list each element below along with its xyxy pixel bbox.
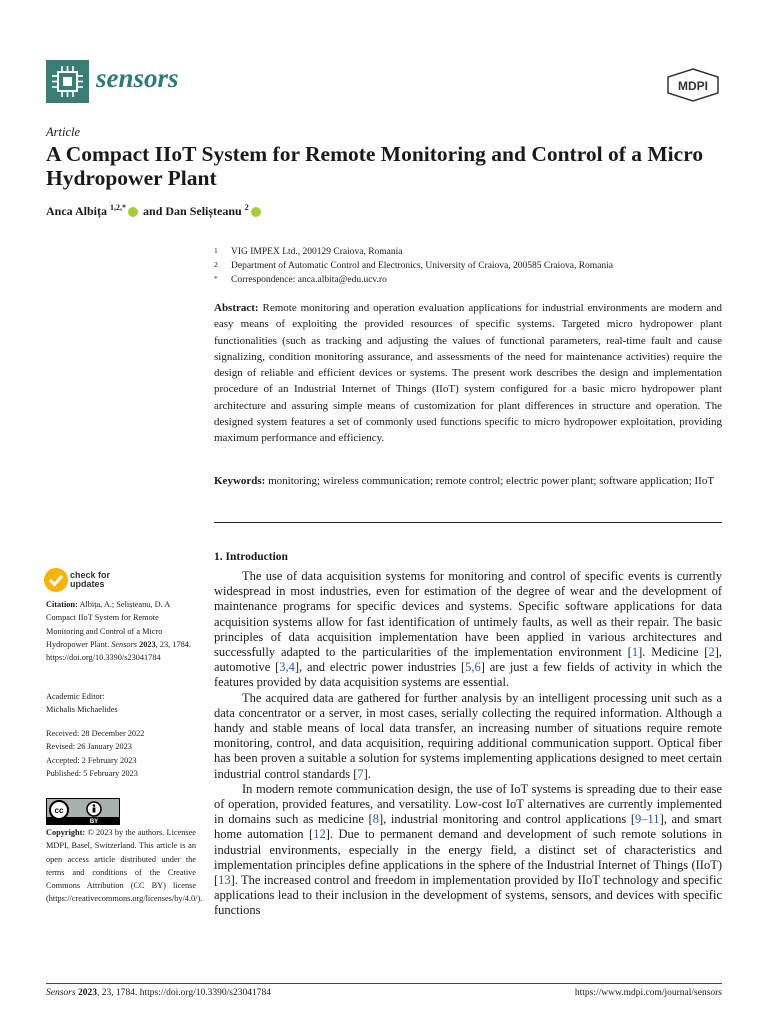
citation-label: Citation: [46,600,78,609]
copyright-text: © 2023 by the authors. Licensee MDPI, Basel, Switzerland. This article is an open access article distributed under the terms and conditions of the Creative Commons Attribution (CC BY) license (https://creativecommons.org/licenses/by/4.0/). [46,828,203,904]
orcid-icon[interactable] [251,207,261,217]
editor-name: Michalis Michaelides [46,705,118,715]
keywords-text: monitoring; wireless communication; remote control; electric power plant; software application; IIoT [268,475,715,487]
citation-block: Citation: Albița, A.; Selișteanu, D. A Compact IIoT System for Remote Monitoring and Control of a Micro Hydropower Plant. Sensors 2023, 23, 1784. https://doi.org/10.3390/s23041784 [46,600,191,663]
author-affiliation-marks: 1,2,* [110,203,127,212]
author-conjunction: and [143,204,163,218]
orcid-icon[interactable] [128,207,138,217]
article-type: Article [46,125,81,139]
author-name[interactable]: Anca Albița [46,204,108,218]
copyright-block [46,826,203,906]
abstract-label: Abstract: [214,302,259,314]
page-title: A Compact IIoT System for Remote Monitoring and Control of a Micro Hydropower Plant [46,142,704,190]
abstract-text: Remote monitoring and operation evaluation applications for industrial environments are modern and easy means of exploiting the provided resources of specific systems. Targeted micro hydropower plant functionalities (such as tracking and adjusting the values of functional parameters, real-time fault and cause signalizing, condition monitoring assurance, and assessments of the need for maintenance activities) require the design of reliable and efficient devices or systems. The present work describes the design and implementation procedure of an Industrial Internet of Things (IIoT) system configured for a basic micro hydropower plant architecture and assuring simple means of customization for plant differences in structure and operation. The designed system features a set of commonly used functions specific to micro hydropower exploitation, providing maximum performance and efficiency. [214,302,722,445]
affiliation-mark: 1 [214,246,218,255]
reference-link[interactable]: 12 [313,827,326,842]
reference-link[interactable]: 7 [357,766,364,781]
keywords [214,473,722,489]
editor-label: Academic Editor: [46,692,105,701]
author-name[interactable]: Dan Selișteanu [165,204,242,218]
body-text [214,569,722,919]
author-affiliation-marks: 2 [244,203,249,212]
dates-block [46,727,196,780]
section-heading: 1. Introduction [214,551,288,563]
paragraph: In modern remote communication design, the use of IoT systems is spreading due to their ease of operation, provided features, and versatility. Low-cost IoT alternatives are currently implemented in domains such as medicine [8], industrial monitoring and control applications [9–11], and smart home automation [12]. Due to permanent demand and development of such remote solutions in industrial environments, especially in the energy field, a distinct set of characteristics and implementation principles define applications in the sphere of the Industrial Internet of Things (IIoT) [13]. The increased control and freedom in implementation provided by IIoT technology and specific applications lead to their inclusion in the development of systems, sensors, and devices with specific functions [214,781,723,918]
accepted-date: Accepted: 2 February 2023 [46,755,137,765]
academic-editor [46,690,196,717]
reference-link[interactable]: 1 [631,645,639,660]
mdpi-logo-icon[interactable] [666,68,720,102]
reference-link[interactable]: 2 [708,645,715,660]
affiliation-text: VIG IMPEX Ltd., 200129 Craiova, Romania [231,247,403,257]
paragraph: The use of data acquisition systems for monitoring and control of specific events is currently widespread in most industries, even for estimation of the degree of wear and the development of maintenance programs for specific devices and systems. Specific software applications for data acquisition systems allow for fast identification of untimely faults, as well as their repair. The basic principles of data acquisition implementation have been applied in various architectures and successfully adapted to the particularities of the implementation environment [1]. Medicine [2], automotive [3,4], and electric power industries [5,6] are just a few fields of activity in which the features provided by data acquisition systems are essential. [214,569,723,690]
copyright-label: Copyright: [46,828,86,837]
reference-link[interactable]: 8 [372,812,379,827]
affiliation-mark: 2 [214,260,218,269]
revised-date: Revised: 26 January 2023 [46,742,132,752]
check-for-updates-icon[interactable] [44,568,68,592]
svg-text:BY: BY [89,819,99,824]
received-date: Received: 28 December 2022 [46,729,145,738]
sensors-logo-icon [46,60,89,103]
cc-by-license-icon[interactable] [46,798,120,825]
affiliation-mark: * [214,274,218,283]
reference-link[interactable]: 5,6 [465,660,481,675]
footer-journal-url[interactable]: https://www.mdpi.com/journal/sensors [574,988,722,998]
published-date: Published: 5 February 2023 [46,768,138,778]
keywords-label: Keywords: [214,475,266,487]
journal-name[interactable]: sensors [96,63,179,93]
author-list [46,203,263,219]
footer-divider [46,983,722,984]
abstract [214,300,722,447]
check-for-updates-label[interactable]: check for updates [70,570,111,589]
reference-link[interactable]: 13 [218,873,231,888]
affiliation-text: Department of Automatic Control and Electronics, University of Craiova, 200585 Craiova, Romania [231,261,614,271]
correspondence-text: Correspondence: anca.albita@edu.ucv.ro [231,275,387,285]
publisher-name: MDPI [678,79,708,93]
svg-text:cc: cc [54,806,64,815]
paragraph: The acquired data are gathered for further analysis by an intelligent processing unit such as a data concentrator or a server, in most cases, serially collecting the required information. Although a handy and stable means of local data transfer, an increasing number of situations require remote monitoring, control, and data acquisition, requiring additional communication support. Optical fiber has been proven a suitable a solution for systems implementing applications designed to meet certain industrial control standards [7]. [214,690,722,781]
footer-citation[interactable]: Sensors 2023, 23, 1784. https://doi.org/10.3390/s23041784 [46,988,271,998]
section-divider [214,522,722,523]
reference-link[interactable]: 9–11 [635,812,660,827]
reference-link[interactable]: 3,4 [279,660,295,675]
